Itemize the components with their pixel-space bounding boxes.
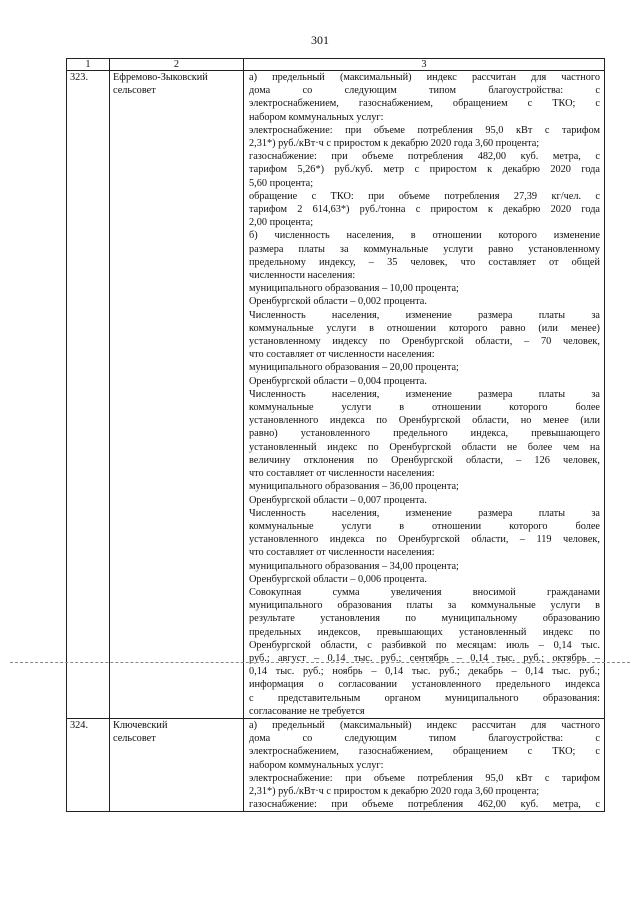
text-line: Оренбургской области, с разбивкой по месяцам: июль – 0,14 тыс. — [249, 639, 600, 651]
text-line: газоснабжение: при объеме потребления 482,00 куб. метра, с — [249, 151, 600, 163]
text-line: Численность населения, изменение размера платы за — [249, 309, 600, 321]
text-line: согласование не требуется — [249, 705, 365, 717]
table-header-row — [67, 59, 605, 71]
text-line: Численность населения, изменение размера платы за — [249, 507, 600, 519]
municipality-name — [110, 718, 244, 811]
text-line: что составляет от численности населения: — [249, 349, 435, 361]
text-line: электроснабжение: при объеме потребления 95,0 кВт с тарифом — [249, 124, 600, 136]
text-line: Оренбургской области – 0,002 процента. — [249, 296, 427, 308]
text-line: Оренбургской области – 0,006 процента. — [249, 573, 427, 585]
index-description — [244, 71, 605, 719]
text-line: численности населения: — [249, 270, 356, 282]
text-line: 2,00 процента; — [249, 217, 314, 229]
text-line: набором коммунальных услуг: — [249, 111, 384, 123]
header-col-1: 1 — [67, 59, 110, 71]
text-line: муниципального образования платы за коммунальные услуги в — [249, 600, 600, 612]
row-number: 324. — [67, 718, 110, 811]
header-col-3: 3 — [244, 59, 605, 71]
text-line: величину отклонения по Оренбургской области, – 126 человек, — [249, 454, 600, 466]
text-line: муниципального образования – 34,00 процента; — [249, 560, 459, 572]
municipality-name-line: Ефремово-Зыковский — [113, 72, 208, 83]
table-row — [67, 718, 605, 811]
scan-artifact-line — [10, 662, 630, 663]
text-line: 0,14 тыс. руб.; ноябрь – 0,14 тыс. руб.; декабрь – 0,14 тыс. руб.; — [249, 666, 600, 678]
text-line: с представительным органом муниципального образования: — [249, 692, 600, 704]
text-line: набором коммунальных услуг: — [249, 759, 384, 771]
text-line: Оренбургской области – 0,007 процента. — [249, 494, 427, 506]
municipality-name — [110, 71, 244, 719]
text-line: электроснабжением, газоснабжением, обращением с ТКО; с — [249, 746, 600, 758]
table-body — [67, 71, 605, 812]
text-line: установленному индексу по Оренбургской области, – 70 человек, — [249, 336, 600, 348]
text-line: Численность населения, изменение размера платы за — [249, 388, 600, 400]
text-line: что составляет от численности населения: — [249, 468, 435, 480]
page-number: 301 — [311, 33, 329, 47]
table-row — [67, 71, 605, 719]
index-description — [244, 718, 605, 811]
text-line: дома со следующим типом благоустройства: с — [249, 733, 600, 745]
text-line: Совокупная сумма увеличения вносимой гражданами — [249, 586, 600, 598]
text-line: тарифом 2 614,63*) руб./тонна с приростом к декабрю 2020 года — [249, 204, 600, 216]
text-line: б) численность населения, в отношении которого изменение — [249, 230, 600, 242]
text-line: дома со следующим типом благоустройства: с — [249, 85, 600, 97]
header-col-2: 2 — [110, 59, 244, 71]
text-line: обращение с ТКО: при объеме потребления 27,39 кг/чел. с — [249, 190, 600, 202]
municipality-name-line: Ключевский — [113, 719, 168, 731]
text-line: коммунальные услуги в отношении которого более — [249, 402, 600, 414]
text-line: результате установления по муниципальному образованию — [249, 613, 600, 625]
text-line: руб.; август – 0,14 тыс. руб.; сентябрь – 0,14 тыс. руб.; октябрь – — [249, 652, 600, 664]
text-line: муниципального образования – 20,00 процента; — [249, 362, 459, 374]
municipality-name-line: сельсовет — [113, 85, 156, 97]
text-line: предельных индексов, превышающих установленный индекс по — [249, 626, 600, 638]
text-line: а) предельный (максимальный) индекс рассчитан для частного — [249, 719, 600, 731]
text-line: муниципального образования – 36,00 процента; — [249, 481, 459, 493]
text-line: установленного индекса по Оренбургской области, но менее (или — [249, 415, 600, 427]
text-line: 2,31*) руб./кВт·ч с приростом к декабрю 2020 года 3,60 процента; — [249, 138, 540, 150]
text-line: что составляет от численности населения: — [249, 547, 435, 559]
text-line: 2,31*) руб./кВт·ч с приростом к декабрю 2020 года 3,60 процента; — [249, 785, 540, 797]
text-line: установленного индекса по Оренбургской области, – 119 человек, — [249, 534, 600, 546]
text-line: 5,60 процента; — [249, 177, 314, 189]
text-line: электроснабжение: при объеме потребления 95,0 кВт с тарифом — [249, 772, 600, 784]
text-line: установленный индекс по Оренбургской области не более чем на — [249, 441, 600, 453]
text-line: равно) установленного предельного индекса, превышающего — [249, 428, 600, 440]
text-line: предельному индексу, – 35 человек, что составляет от общей — [249, 256, 600, 268]
text-line: коммунальные услуги в отношении которого более — [249, 520, 600, 532]
text-line: газоснабжение: при объеме потребления 462,00 куб. метра, с — [249, 799, 600, 811]
text-line: Оренбургской области – 0,004 процента. — [249, 375, 427, 387]
municipality-name-line: сельсовет — [113, 733, 156, 745]
text-line: тарифом 5,26*) руб./куб. метр с приростом к декабрю 2020 года — [249, 164, 600, 176]
text-line: размера платы за коммунальные услуги равно установленному — [249, 243, 600, 255]
text-line: муниципального образования – 10,00 процента; — [249, 283, 459, 295]
text-line: коммунальные услуги в отношении которого равно (или менее) — [249, 322, 600, 334]
text-line: электроснабжением, газоснабжением, обращением с ТКО; с — [249, 98, 600, 110]
text-line: информация о согласовании установленного предельного индекса — [249, 679, 600, 691]
tariff-table — [66, 58, 605, 812]
text-line: а) предельный (максимальный) индекс рассчитан для частного — [249, 72, 600, 83]
row-number: 323. — [67, 71, 110, 719]
